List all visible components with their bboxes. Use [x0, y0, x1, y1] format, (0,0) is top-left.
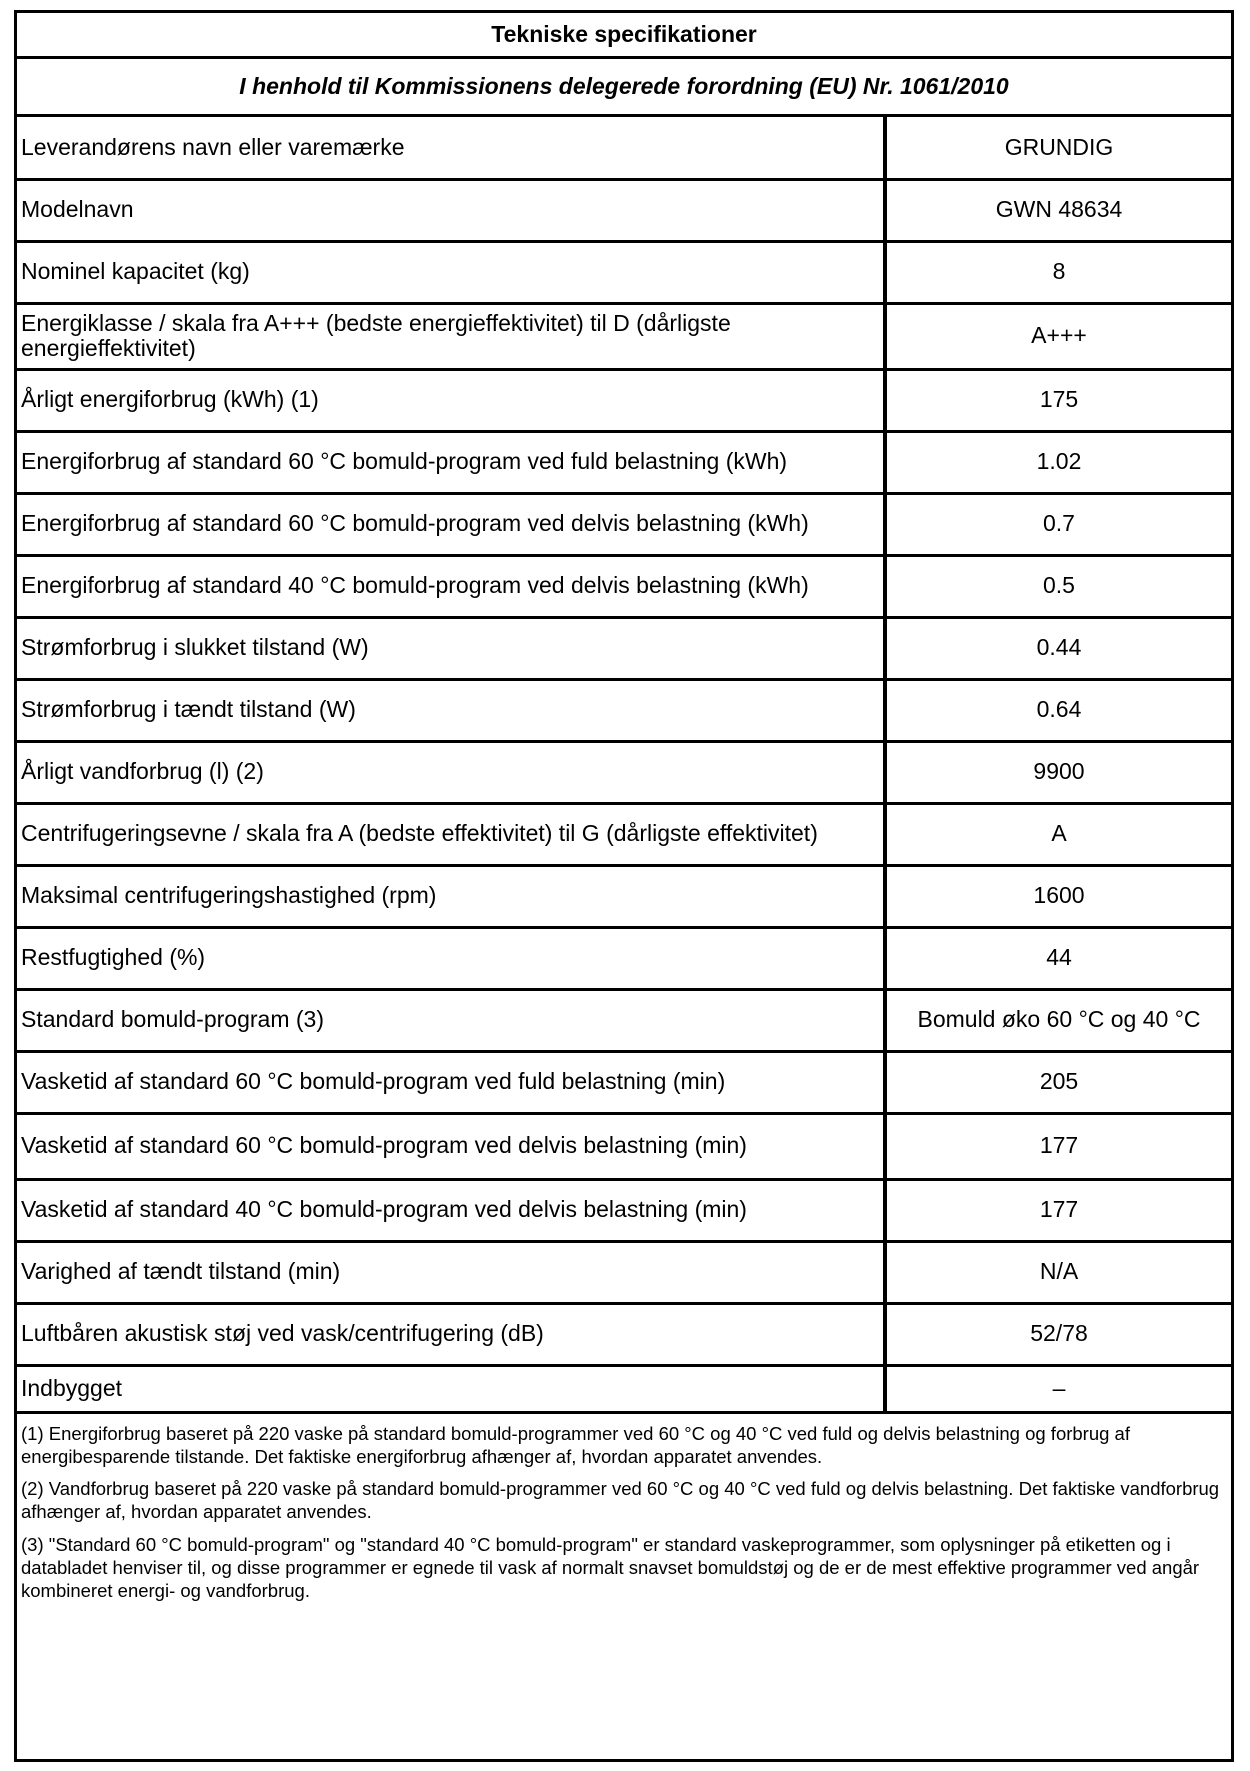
footnote-1: (1) Energiforbrug baseret på 220 vaske på standard bomuld-programmer ved 60 °C og 40 °C ved fuld og delvis belastning og forbrug af energibesparende tilstande. Det faktiske energiforbrug afhænger af, hvordan apparatet anvendes. [21, 1422, 1130, 1467]
row-value: 52/78 [885, 1303, 1231, 1365]
row-value: GRUNDIG [885, 117, 1231, 179]
table-row [17, 117, 1231, 179]
table-row [17, 1365, 1231, 1412]
row-label: Energiklasse / skala fra A+++ (bedste energieffektivitet) til D (dårligste energieffektivitet) [17, 303, 885, 369]
row-label: Leverandørens navn eller varemærke [17, 117, 885, 179]
row-label: Nominel kapacitet (kg) [17, 241, 885, 303]
row-label: Vasketid af standard 40 °C bomuld-program ved delvis belastning (min) [17, 1179, 885, 1241]
table-row [17, 555, 1231, 617]
table-row [17, 617, 1231, 679]
row-label: Årligt energiforbrug (kWh) (1) [17, 369, 885, 431]
table-row [17, 179, 1231, 241]
row-value: 44 [885, 927, 1231, 989]
footnotes [17, 1414, 1231, 1603]
row-value: GWN 48634 [885, 179, 1231, 241]
row-label: Årligt vandforbrug (l) (2) [17, 741, 885, 803]
table-row [17, 1241, 1231, 1303]
row-value: 177 [885, 1179, 1231, 1241]
table-row [17, 1303, 1231, 1365]
spec-table [17, 117, 1231, 1414]
table-row [17, 865, 1231, 927]
row-label: Energiforbrug af standard 40 °C bomuld-program ved delvis belastning (kWh) [17, 555, 885, 617]
table-row [17, 803, 1231, 865]
sheet-subtitle: I henhold til Kommissionens delegerede forordning (EU) Nr. 1061/2010 [17, 59, 1231, 117]
row-value: 177 [885, 1113, 1231, 1179]
row-value: 1600 [885, 865, 1231, 927]
row-label: Indbygget [17, 1365, 885, 1412]
row-value: 0.7 [885, 493, 1231, 555]
table-row [17, 369, 1231, 431]
row-value: Bomuld øko 60 °C og 40 °C [885, 989, 1231, 1051]
table-row [17, 241, 1231, 303]
table-row [17, 493, 1231, 555]
footnote-3: (3) "Standard 60 °C bomuld-program" og "standard 40 °C bomuld-program" er standard vaskeprogrammer, som oplysninger på etiketten og i databladet henviser til, og disse programmer er egnede til vask af normalt snavset bomuldstøj og de er de mest effektive programmer ved angår kombineret energi- og vandforbrug. [21, 1533, 1200, 1602]
row-value: 0.64 [885, 679, 1231, 741]
table-row [17, 1051, 1231, 1113]
row-label: Vasketid af standard 60 °C bomuld-program ved delvis belastning (min) [17, 1113, 885, 1179]
row-value: 0.44 [885, 617, 1231, 679]
row-label: Luftbåren akustisk støj ved vask/centrifugering (dB) [17, 1303, 885, 1365]
row-label: Modelnavn [17, 179, 885, 241]
table-row [17, 741, 1231, 803]
row-value: 0.5 [885, 555, 1231, 617]
row-label: Varighed af tændt tilstand (min) [17, 1241, 885, 1303]
row-label: Strømforbrug i tændt tilstand (W) [17, 679, 885, 741]
sheet-title: Tekniske specifikationer [17, 13, 1231, 59]
row-value: 205 [885, 1051, 1231, 1113]
row-label: Restfugtighed (%) [17, 927, 885, 989]
table-row [17, 989, 1231, 1051]
row-label: Centrifugeringsevne / skala fra A (bedste effektivitet) til G (dårligste effektivitet) [17, 803, 885, 865]
row-value: A+++ [885, 303, 1231, 369]
row-value: 1.02 [885, 431, 1231, 493]
row-label: Standard bomuld-program (3) [17, 989, 885, 1051]
table-row [17, 679, 1231, 741]
row-label: Vasketid af standard 60 °C bomuld-program ved fuld belastning (min) [17, 1051, 885, 1113]
row-label: Energiforbrug af standard 60 °C bomuld-program ved delvis belastning (kWh) [17, 493, 885, 555]
row-value: 9900 [885, 741, 1231, 803]
row-value: 175 [885, 369, 1231, 431]
row-label: Energiforbrug af standard 60 °C bomuld-program ved fuld belastning (kWh) [17, 431, 885, 493]
table-row [17, 303, 1231, 369]
row-label: Maksimal centrifugeringshastighed (rpm) [17, 865, 885, 927]
row-value: – [885, 1365, 1231, 1412]
row-value: A [885, 803, 1231, 865]
table-row [17, 1179, 1231, 1241]
footnote-2: (2) Vandforbrug baseret på 220 vaske på standard bomuld-programmer ved 60 °C og 40 °C ved fuld og delvis belastning. Det faktiske vandforbrug afhænger af, hvordan apparatet anvendes. [21, 1478, 1220, 1523]
spec-sheet [14, 10, 1234, 1762]
row-value: 8 [885, 241, 1231, 303]
table-row [17, 431, 1231, 493]
row-value: N/A [885, 1241, 1231, 1303]
table-row [17, 1113, 1231, 1179]
table-row [17, 927, 1231, 989]
row-label: Strømforbrug i slukket tilstand (W) [17, 617, 885, 679]
